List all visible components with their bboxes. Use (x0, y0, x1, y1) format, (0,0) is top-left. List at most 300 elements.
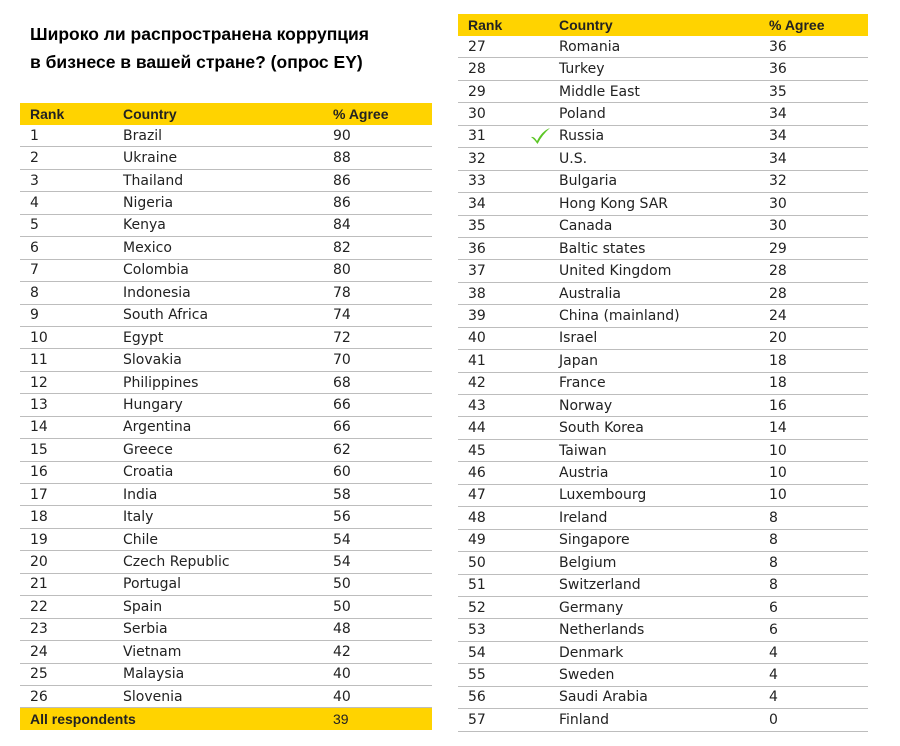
rank-cell: 28 (458, 58, 559, 80)
table-row (458, 36, 868, 58)
ranking-table-left (20, 103, 432, 730)
country-name: Ireland (559, 509, 608, 526)
rank-cell: 57 (458, 709, 559, 731)
table-row (20, 596, 432, 618)
country-name: Czech Republic (123, 554, 230, 571)
country-name: Philippines (123, 374, 199, 391)
country-cell (559, 395, 769, 417)
table-row (20, 685, 432, 707)
agree-cell: 8 (769, 552, 868, 574)
table-row (458, 148, 868, 170)
table-row (458, 372, 868, 394)
rank-cell: 14 (20, 416, 123, 438)
country-name: Romania (559, 38, 621, 55)
agree-cell: 34 (769, 148, 868, 170)
country-cell (123, 573, 333, 595)
agree-cell: 4 (769, 686, 868, 708)
table-row (458, 193, 868, 215)
rank-cell: 16 (20, 461, 123, 483)
country-cell (559, 439, 769, 461)
country-name: Nigeria (123, 195, 174, 212)
country-cell (123, 461, 333, 483)
agree-cell: 40 (333, 685, 432, 707)
country-cell (559, 552, 769, 574)
table-row (458, 417, 868, 439)
rank-cell: 20 (20, 551, 123, 573)
country-cell (559, 574, 769, 596)
rank-cell: 2 (20, 147, 123, 169)
agree-cell: 90 (333, 125, 432, 147)
rank-cell: 47 (458, 484, 559, 506)
rank-cell: 30 (458, 103, 559, 125)
table-header-row (20, 103, 432, 125)
country-name: Switzerland (559, 577, 641, 594)
table-row (458, 103, 868, 125)
country-name: United Kingdom (559, 263, 672, 280)
table-row (20, 528, 432, 550)
country-name: Israel (559, 330, 598, 347)
country-name: Singapore (559, 532, 630, 549)
country-cell (123, 685, 333, 707)
agree-cell: 70 (333, 349, 432, 371)
country-name: Bulgaria (559, 173, 618, 190)
country-name: Portugal (123, 576, 181, 593)
header-country: Country (559, 14, 769, 36)
agree-cell: 50 (333, 596, 432, 618)
rank-cell: 45 (458, 439, 559, 461)
rank-cell: 54 (458, 641, 559, 663)
agree-cell: 6 (769, 596, 868, 618)
rank-cell: 24 (20, 641, 123, 663)
country-cell (123, 551, 333, 573)
country-cell (559, 372, 769, 394)
country-cell (123, 125, 333, 147)
table-row (20, 192, 432, 214)
rank-cell: 25 (20, 663, 123, 685)
country-name: Egypt (123, 329, 164, 346)
country-cell (559, 282, 769, 304)
country-name: Australia (559, 285, 621, 302)
agree-cell: 86 (333, 192, 432, 214)
country-name: Austria (559, 465, 609, 482)
title-line-2: в бизнесе в вашей стране? (опрос EY) (30, 52, 363, 72)
country-name: Finland (559, 711, 610, 728)
agree-cell: 62 (333, 439, 432, 461)
table-row (458, 80, 868, 102)
country-name: South Korea (559, 420, 644, 437)
table-row (458, 439, 868, 461)
agree-cell: 28 (769, 282, 868, 304)
agree-cell: 68 (333, 371, 432, 393)
agree-cell: 24 (769, 305, 868, 327)
agree-cell: 6 (769, 619, 868, 641)
rank-cell: 36 (458, 237, 559, 259)
country-name: Poland (559, 106, 606, 123)
agree-cell: 8 (769, 574, 868, 596)
rank-cell: 35 (458, 215, 559, 237)
agree-cell: 18 (769, 350, 868, 372)
country-name: Denmark (559, 644, 624, 661)
rank-cell: 37 (458, 260, 559, 282)
rank-cell: 21 (20, 573, 123, 595)
table-row (20, 259, 432, 281)
agree-cell: 42 (333, 641, 432, 663)
country-name: South Africa (123, 307, 209, 324)
country-name: Belgium (559, 554, 617, 571)
header-rank: Rank (20, 103, 123, 125)
table-row (20, 484, 432, 506)
country-cell (559, 529, 769, 551)
agree-cell: 58 (333, 484, 432, 506)
rank-cell: 29 (458, 80, 559, 102)
agree-cell: 82 (333, 237, 432, 259)
rank-cell: 52 (458, 596, 559, 618)
rank-cell: 50 (458, 552, 559, 574)
rank-cell: 46 (458, 462, 559, 484)
country-name: Hong Kong SAR (559, 195, 669, 212)
rank-cell: 26 (20, 685, 123, 707)
agree-cell: 40 (333, 663, 432, 685)
country-name: Brazil (123, 127, 163, 144)
table-row (458, 395, 868, 417)
table-row (20, 506, 432, 528)
country-cell (559, 103, 769, 125)
country-cell (123, 618, 333, 640)
table-row (20, 573, 432, 595)
rank-cell: 1 (20, 125, 123, 147)
rank-cell: 43 (458, 395, 559, 417)
country-cell (559, 641, 769, 663)
table-row (20, 349, 432, 371)
table-row (458, 260, 868, 282)
country-name: Croatia (123, 464, 174, 481)
table-row (458, 170, 868, 192)
country-cell (559, 170, 769, 192)
table-row (20, 618, 432, 640)
rank-cell: 7 (20, 259, 123, 281)
table-row (458, 327, 868, 349)
rank-cell: 18 (20, 506, 123, 528)
country-cell (559, 327, 769, 349)
country-cell (559, 36, 769, 58)
agree-cell: 54 (333, 528, 432, 550)
agree-cell: 80 (333, 259, 432, 281)
agree-cell: 10 (769, 484, 868, 506)
rank-cell: 41 (458, 350, 559, 372)
country-cell (123, 596, 333, 618)
table-row (20, 147, 432, 169)
rank-cell: 27 (458, 36, 559, 58)
country-cell (559, 484, 769, 506)
table-row (20, 663, 432, 685)
country-name: Baltic states (559, 240, 646, 257)
table-row (458, 215, 868, 237)
agree-cell: 34 (769, 103, 868, 125)
agree-cell: 10 (769, 439, 868, 461)
country-cell (123, 439, 333, 461)
agree-cell: 66 (333, 416, 432, 438)
rank-cell: 9 (20, 304, 123, 326)
agree-cell: 14 (769, 417, 868, 439)
rank-cell: 48 (458, 507, 559, 529)
table-header-row (458, 14, 868, 36)
country-name: Thailand (123, 172, 184, 189)
country-cell (559, 664, 769, 686)
country-name: U.S. (559, 150, 588, 167)
table-row (458, 596, 868, 618)
country-name: Argentina (123, 419, 192, 436)
country-name: Spain (123, 598, 163, 615)
table-row (20, 326, 432, 348)
country-name: Taiwan (559, 442, 607, 459)
agree-cell: 16 (769, 395, 868, 417)
table-row (20, 125, 432, 147)
country-name: India (123, 486, 158, 503)
country-cell (123, 304, 333, 326)
country-name: Netherlands (559, 622, 645, 639)
agree-cell: 36 (769, 36, 868, 58)
rank-cell: 56 (458, 686, 559, 708)
agree-cell: 4 (769, 641, 868, 663)
country-cell (559, 305, 769, 327)
country-name: Slovenia (123, 688, 183, 705)
rank-cell: 44 (458, 417, 559, 439)
rank-cell: 23 (20, 618, 123, 640)
all-respondents-label: All respondents (20, 708, 123, 731)
country-cell (123, 641, 333, 663)
table-row (458, 664, 868, 686)
country-name: Hungary (123, 396, 183, 413)
table-row (458, 641, 868, 663)
country-name: Mexico (123, 239, 172, 256)
country-cell (559, 619, 769, 641)
country-name: Middle East (559, 83, 640, 100)
country-cell (559, 148, 769, 170)
country-cell (559, 58, 769, 80)
agree-cell: 10 (769, 462, 868, 484)
table-row (20, 394, 432, 416)
table-row (458, 552, 868, 574)
agree-cell: 28 (769, 260, 868, 282)
table-row (458, 305, 868, 327)
all-respondents-agree: 39 (333, 708, 432, 731)
table-row (20, 214, 432, 236)
rank-cell: 19 (20, 528, 123, 550)
country-cell (123, 237, 333, 259)
agree-cell: 32 (769, 170, 868, 192)
country-cell (123, 484, 333, 506)
rank-cell: 3 (20, 169, 123, 191)
rank-cell: 55 (458, 664, 559, 686)
agree-cell: 72 (333, 326, 432, 348)
rank-cell: 17 (20, 484, 123, 506)
agree-cell: 78 (333, 282, 432, 304)
page-title (30, 20, 440, 76)
country-name: Greece (123, 441, 173, 458)
table-row (20, 169, 432, 191)
country-name: Ukraine (123, 150, 178, 167)
country-name: Malaysia (123, 666, 185, 683)
checkmark-icon (529, 127, 551, 145)
country-cell (123, 259, 333, 281)
country-name: Colombia (123, 262, 189, 279)
country-cell (559, 507, 769, 529)
agree-cell: 8 (769, 507, 868, 529)
rank-cell: 31 (458, 125, 559, 147)
rank-cell: 15 (20, 439, 123, 461)
agree-cell: 60 (333, 461, 432, 483)
header-agree: % Agree (769, 14, 868, 36)
country-name: Saudi Arabia (559, 689, 648, 706)
rank-cell: 53 (458, 619, 559, 641)
table-row (20, 641, 432, 663)
agree-cell: 0 (769, 709, 868, 731)
header-rank: Rank (458, 14, 559, 36)
country-name: Italy (123, 509, 154, 526)
country-name: Turkey (559, 61, 605, 78)
agree-cell: 4 (769, 664, 868, 686)
country-name: China (mainland) (559, 307, 680, 324)
country-cell (559, 686, 769, 708)
country-cell (123, 326, 333, 348)
country-name: Sweden (559, 666, 615, 683)
table-row (20, 551, 432, 573)
agree-cell: 8 (769, 529, 868, 551)
country-cell (123, 349, 333, 371)
rank-cell: 5 (20, 214, 123, 236)
country-cell (559, 417, 769, 439)
country-name: Norway (559, 397, 613, 414)
agree-cell: 30 (769, 193, 868, 215)
rank-cell: 11 (20, 349, 123, 371)
rank-cell: 10 (20, 326, 123, 348)
country-cell (123, 214, 333, 236)
rank-cell: 32 (458, 148, 559, 170)
rank-cell: 8 (20, 282, 123, 304)
country-cell (559, 350, 769, 372)
country-name: Canada (559, 218, 613, 235)
table-row (458, 574, 868, 596)
country-cell (559, 709, 769, 731)
rank-cell: 6 (20, 237, 123, 259)
table-row (458, 529, 868, 551)
agree-cell: 50 (333, 573, 432, 595)
agree-cell: 36 (769, 58, 868, 80)
rank-cell: 12 (20, 371, 123, 393)
table-row (20, 461, 432, 483)
country-cell (559, 125, 769, 147)
title-line-1: Широко ли распространена коррупция (30, 24, 370, 44)
rank-cell: 33 (458, 170, 559, 192)
country-cell (123, 147, 333, 169)
table-row (458, 237, 868, 259)
table-row (20, 371, 432, 393)
country-cell (123, 371, 333, 393)
country-name: Vietnam (123, 643, 182, 660)
table-row (20, 416, 432, 438)
agree-cell: 20 (769, 327, 868, 349)
rank-cell: 13 (20, 394, 123, 416)
table-row (20, 237, 432, 259)
country-name: Japan (559, 352, 599, 369)
country-cell (559, 596, 769, 618)
country-cell (559, 237, 769, 259)
rank-cell: 51 (458, 574, 559, 596)
all-respondents-spacer (123, 708, 333, 731)
table-row (458, 507, 868, 529)
agree-cell: 86 (333, 169, 432, 191)
rank-cell: 40 (458, 327, 559, 349)
country-cell (559, 260, 769, 282)
header-country: Country (123, 103, 333, 125)
country-cell (123, 192, 333, 214)
table-row (20, 304, 432, 326)
table-row (458, 709, 868, 731)
country-cell (123, 169, 333, 191)
country-name: Slovakia (123, 352, 182, 369)
agree-cell: 66 (333, 394, 432, 416)
table-row (458, 350, 868, 372)
country-name: Indonesia (123, 284, 191, 301)
table-row (458, 58, 868, 80)
country-cell (559, 215, 769, 237)
agree-cell: 29 (769, 237, 868, 259)
rank-cell: 42 (458, 372, 559, 394)
header-agree: % Agree (333, 103, 432, 125)
country-name: Kenya (123, 217, 166, 234)
agree-cell: 18 (769, 372, 868, 394)
country-cell (559, 80, 769, 102)
country-name: Chile (123, 531, 159, 548)
ranking-table-right (458, 14, 868, 732)
agree-cell: 74 (333, 304, 432, 326)
country-name: Russia (559, 128, 605, 145)
country-name: France (559, 375, 606, 392)
rank-cell: 4 (20, 192, 123, 214)
country-cell (123, 416, 333, 438)
country-name: Serbia (123, 621, 168, 638)
country-cell (559, 462, 769, 484)
table-row (458, 686, 868, 708)
rank-cell: 38 (458, 282, 559, 304)
rank-cell: 22 (20, 596, 123, 618)
rank-cell: 39 (458, 305, 559, 327)
country-name: Germany (559, 599, 624, 616)
table-row (20, 439, 432, 461)
country-cell (123, 663, 333, 685)
country-cell (123, 528, 333, 550)
table-row (458, 462, 868, 484)
country-cell (123, 394, 333, 416)
agree-cell: 35 (769, 80, 868, 102)
country-name: Luxembourg (559, 487, 647, 504)
country-cell (559, 193, 769, 215)
agree-cell: 84 (333, 214, 432, 236)
table-row (458, 282, 868, 304)
table-row (458, 125, 868, 147)
agree-cell: 34 (769, 125, 868, 147)
rank-cell: 34 (458, 193, 559, 215)
agree-cell: 88 (333, 147, 432, 169)
table-row (458, 484, 868, 506)
all-respondents-row (20, 708, 432, 731)
agree-cell: 56 (333, 506, 432, 528)
country-cell (123, 282, 333, 304)
rank-cell: 49 (458, 529, 559, 551)
table-row (20, 282, 432, 304)
agree-cell: 48 (333, 618, 432, 640)
country-cell (123, 506, 333, 528)
